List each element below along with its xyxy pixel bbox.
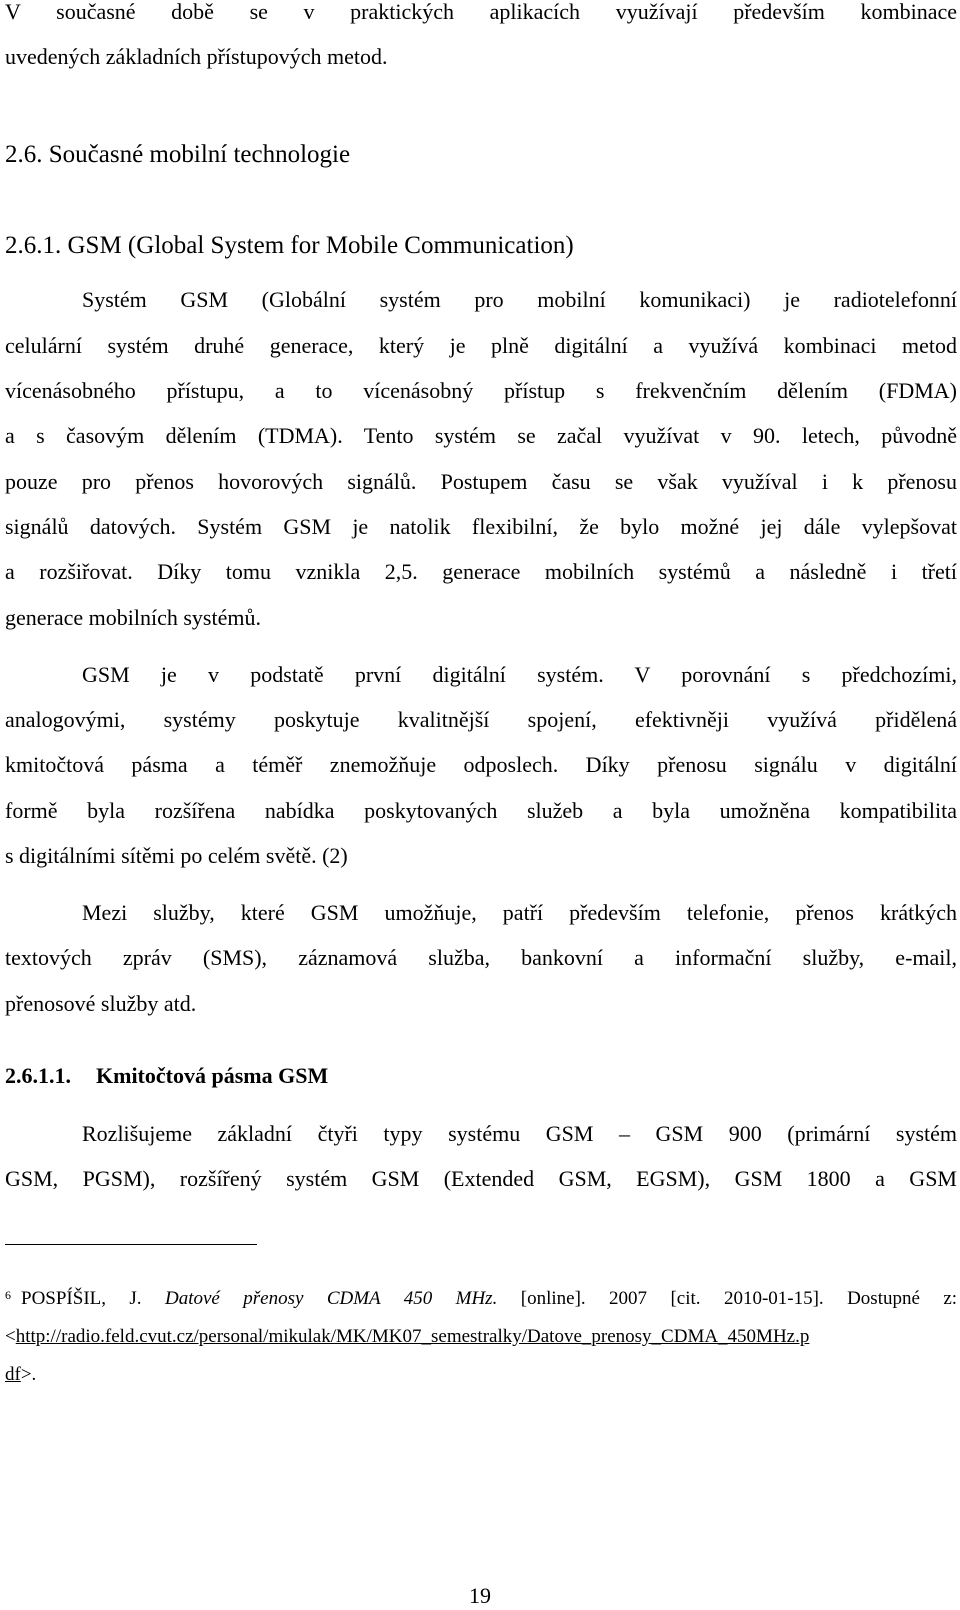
text-line: formě byla rozšířena nabídka poskytovaných služeb a byla umožněna kompatibilita xyxy=(5,798,957,823)
footnote-title: Datové přenosy CDMA 450 MHz. xyxy=(164,1288,498,1309)
subsubsection-number: 2.6.1.1. xyxy=(5,1063,71,1088)
text-line: přenosové služby atd. xyxy=(5,991,197,1016)
text-line: GSM, PGSM), rozšířený systém GSM (Extended GSM, EGSM), GSM 1800 a GSM xyxy=(5,1166,957,1191)
text-line: uvedených základních přístupových metod. xyxy=(5,44,388,69)
text-line: generace mobilních systémů. xyxy=(5,605,261,630)
text-line: a s časovým dělením (TDMA). Tento systém se začal využívat v 90. letech, původně xyxy=(5,423,957,448)
text-line: GSM je v podstatě první digitální systém. V porovnání s předchozími, xyxy=(82,662,957,687)
footnote-url-line xyxy=(5,1363,957,1387)
footnote-rest: [online]. 2007 [cit. 2010-01-15]. Dostupné z: xyxy=(520,1288,958,1309)
footnote-link-cont[interactable]: df xyxy=(5,1364,21,1385)
text-line: Systém GSM (Globální systém pro mobilní komunikaci) je radiotelefonní xyxy=(82,287,957,312)
section-heading: 2.6. Současné mobilní technologie xyxy=(5,141,351,168)
text-line: signálů datových. Systém GSM je natolik flexibilní, že bylo možné jej dále vylepšovat xyxy=(5,514,957,539)
subsection-heading: 2.6.1. GSM (Global System for Mobile Communication) xyxy=(5,232,574,259)
text-line: kmitočtová pásma a téměř znemožňuje odposlech. Díky přenosu signálu v digitální xyxy=(5,752,957,777)
footnote-separator xyxy=(5,1244,257,1245)
footnote xyxy=(5,1287,957,1311)
text-line: Rozlišujeme základní čtyři typy systému GSM – GSM 900 (primární systém xyxy=(82,1121,957,1146)
footnote-link[interactable]: http://radio.feld.cvut.cz/personal/mikulak/MK/MK07_semestralky/Datove_prenosy_CDMA_450MHz.p xyxy=(15,1326,810,1347)
text-line: analogovými, systémy poskytuje kvalitnější spojení, efektivněji využívá přidělená xyxy=(5,707,957,732)
text-line: s digitálními sítěmi po celém světě. (2) xyxy=(5,843,348,868)
text-line: Mezi služby, které GSM umožňuje, patří především telefonie, přenos krátkých xyxy=(82,900,957,925)
text-line: pouze pro přenos hovorových signálů. Postupem času se však využíval i k přenosu xyxy=(5,469,957,494)
text-line: textových zpráv (SMS), záznamová služba, bankovní a informační služby, e-mail, xyxy=(5,945,957,970)
text-line: vícenásobného přístupu, a to vícenásobný přístup s frekvenčním dělením (FDMA) xyxy=(5,378,957,403)
subsubsection-title: Kmitočtová pásma GSM xyxy=(96,1063,329,1088)
subsubsection-heading xyxy=(5,1062,957,1090)
footnote-close: >. xyxy=(20,1364,37,1385)
footnote-mark: 6 xyxy=(5,1288,11,1302)
text-line: celulární systém druhé generace, který je plně digitální a využívá kombinaci metod xyxy=(5,333,957,358)
text-line: a rozšiřovat. Díky tomu vznikla 2,5. generace mobilních systémů a následně i třetí xyxy=(5,559,957,584)
page-number: 19 xyxy=(469,1583,491,1608)
footnote-author: POSPÍŠIL, J. xyxy=(21,1288,142,1309)
footnote-open: < xyxy=(5,1326,16,1347)
footnote-url-line xyxy=(5,1325,957,1349)
text-line: V současné době se v praktických aplikacích využívají především kombinace xyxy=(5,0,957,24)
